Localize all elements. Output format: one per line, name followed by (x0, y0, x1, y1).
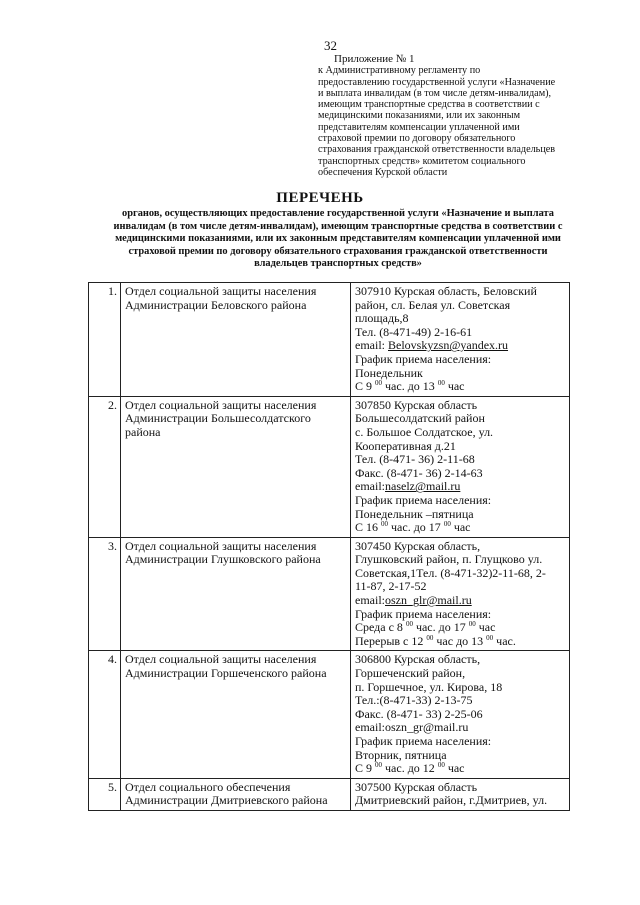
org-line: Отдел социальной защиты населения (125, 284, 317, 298)
address-cell (351, 651, 570, 778)
hours-sup: 00 (443, 520, 451, 529)
hours-sup: 00 (375, 761, 383, 770)
address-line: Горшеченский район, (355, 666, 466, 681)
org-line: Администрации Глушковского района (125, 552, 321, 567)
appendix-line: страхования гражданской ответственности владельцев (318, 144, 556, 156)
table-row (89, 537, 570, 651)
email-line (355, 594, 566, 608)
hours-line (355, 521, 566, 535)
hours-sup: 00 (405, 620, 413, 629)
organization-cell (121, 396, 351, 537)
address-line: Дмитриевский район, г.Дмитриев, ул. (355, 793, 548, 808)
address-line: 307450 Курская область, (355, 538, 481, 553)
appendix-line: к Административному регламенту по (318, 65, 481, 77)
hours-text: час. до 12 (382, 761, 438, 776)
schedule-line: График приема населения: (355, 734, 492, 748)
hours-text: час. до 17 (412, 620, 469, 635)
hours-text: час. до 13 (382, 379, 438, 394)
hours-text: С 16 (355, 520, 382, 535)
table-row (89, 651, 570, 778)
address-line: 307850 Курская область (355, 397, 478, 412)
org-line: Администрации Дмитриевского района (125, 793, 328, 808)
break-text: час до 13 (433, 633, 487, 648)
address-cell (351, 283, 570, 397)
schedule-line: График приема населения: (355, 351, 492, 366)
page-number: 32 (324, 38, 337, 53)
email-label: email: (355, 338, 388, 353)
row-number: 1. (89, 283, 121, 397)
address-cell (351, 778, 570, 810)
address-line: Тел.:(8-471-33) 2-13-75 (355, 693, 473, 708)
hours-text: час (444, 761, 465, 776)
appendix-title: Приложение № 1 (334, 53, 415, 65)
appendix-line: и выплата инвалидам (в том числе детям-инвалидам), (318, 87, 552, 99)
break-line (355, 635, 566, 649)
organization-cell (121, 283, 351, 397)
appendix-line: представителям компенсации уплаченной ими (318, 121, 520, 133)
hours-text: час (475, 620, 496, 635)
address-line: Советская,1Тел. (8-471-32)2-11-68, 2- (355, 565, 546, 580)
appendix-line: обеспечения Курской области (318, 166, 448, 178)
schedule-line: График приема населения: (355, 492, 492, 507)
organization-cell (121, 651, 351, 778)
hours-text: час (450, 520, 471, 535)
address-line: Тел. (8-471-49) 2-16-61 (355, 324, 473, 339)
email-line (355, 339, 566, 353)
address-line: 306800 Курская область, (355, 652, 481, 667)
subtitle-line: владельцев транспортных средств» (254, 258, 422, 269)
break-text: час. (493, 633, 516, 648)
schedule-line: Понедельник –пятница (355, 506, 474, 521)
address-line: Глушковский район, п. Глущково ул. (355, 552, 543, 567)
appendix-line: предоставлению государственной услуги «Назначение (318, 76, 556, 88)
hours-text: час. до 17 (388, 520, 444, 535)
hours-sup: 00 (437, 379, 445, 388)
org-line: района (125, 424, 161, 439)
subtitle-line: медицинскими показаниями, или их законным представителям компенсации уплаченной ими (115, 233, 561, 244)
organization-cell (121, 778, 351, 810)
address-cell (351, 396, 570, 537)
subtitle-line: инвалидам (в том числе детям-инвалидам), имеющим транспортные средства в соответствии с (113, 220, 563, 232)
hours-line (355, 621, 566, 635)
subtitle-line: органов, осуществляющих предоставление государственной услуги «Назначение и выплата (122, 208, 554, 219)
org-line: Администрации Большесолдатского (125, 411, 311, 426)
row-number: 4. (89, 651, 121, 778)
org-line: Администрации Беловского района (125, 297, 307, 312)
subtitle-line: страховой премии по договору обязательного страхования гражданской ответственности (128, 245, 548, 257)
document-title: ПЕРЕЧЕНЬ (276, 190, 364, 206)
hours-line (355, 380, 566, 394)
appendix-line: транспортных средств» комитетом социального (318, 155, 526, 167)
break-sup: 00 (426, 633, 434, 642)
row-number: 2. (89, 396, 121, 537)
org-line: Отдел социальной защиты населения (125, 397, 317, 412)
table-row (89, 778, 570, 810)
address-line: Большесолдатский район (355, 411, 485, 426)
hours-sup: 00 (437, 761, 445, 770)
org-line: Отдел социальной защиты населения (125, 652, 317, 667)
address-line: район, сл. Белая ул. Советская (355, 297, 511, 312)
hours-sup: 00 (468, 620, 476, 629)
address-line: Факс. (8-471- 33) 2-25-06 (355, 706, 483, 721)
org-line: Администрации Горшеченского района (125, 666, 327, 681)
address-line: 307500 Курская область (355, 779, 478, 794)
address-line: 11-87, 2-17-52 (355, 579, 427, 594)
schedule-line: Понедельник (355, 365, 423, 380)
document-subtitle (82, 208, 594, 271)
appendix-header (318, 54, 618, 178)
address-line: 307910 Курская область, Беловский (355, 284, 537, 298)
address-line: с. Большое Солдатское, ул. (355, 424, 494, 439)
address-line: площадь,8 (355, 311, 409, 326)
hours-text: Среда с 8 (355, 620, 406, 635)
email-label: email: (355, 479, 385, 494)
hours-sup: 00 (375, 379, 383, 388)
row-number: 3. (89, 537, 121, 651)
org-line: Отдел социальной защиты населения (125, 538, 317, 553)
break-text: Перерыв с 12 (355, 633, 427, 648)
hours-text: С 9 (355, 379, 376, 394)
email-link[interactable]: naselz@mail.ru (385, 479, 461, 494)
email-link[interactable]: Belovskyzsn@yandex.ru (388, 338, 509, 353)
address-line: Факс. (8-471- 36) 2-14-63 (355, 465, 483, 480)
org-line: Отдел социального обеспечения (125, 779, 291, 794)
table-row (89, 396, 570, 537)
address-line: Кооперативная д.21 (355, 438, 456, 453)
address-line: email:oszn_gr@mail.ru (355, 720, 469, 735)
appendix-line: имеющим транспортные средства в соответствии с (318, 99, 540, 111)
address-cell (351, 537, 570, 651)
email-link[interactable]: oszn_glr@mail.ru (385, 593, 472, 608)
email-line (355, 480, 566, 494)
hours-sup: 00 (381, 520, 389, 529)
hours-line (355, 762, 566, 776)
organization-cell (121, 537, 351, 651)
break-sup: 00 (486, 633, 494, 642)
appendix-line: страховой премии по договору обязательного (318, 133, 516, 145)
hours-text: С 9 (355, 761, 376, 776)
address-line: Тел. (8-471- 36) 2-11-68 (355, 452, 475, 467)
hours-text: час (444, 379, 465, 394)
departments-table (88, 282, 570, 811)
email-label: email: (355, 593, 385, 608)
table-row (89, 283, 570, 397)
schedule-line: График приема населения: (355, 606, 492, 621)
row-number: 5. (89, 778, 121, 810)
address-line: п. Горшечное, ул. Кирова, 18 (355, 679, 503, 694)
schedule-line: Вторник, пятница (355, 747, 447, 762)
appendix-line: медицинскими показаниями, или их законным (318, 110, 521, 122)
